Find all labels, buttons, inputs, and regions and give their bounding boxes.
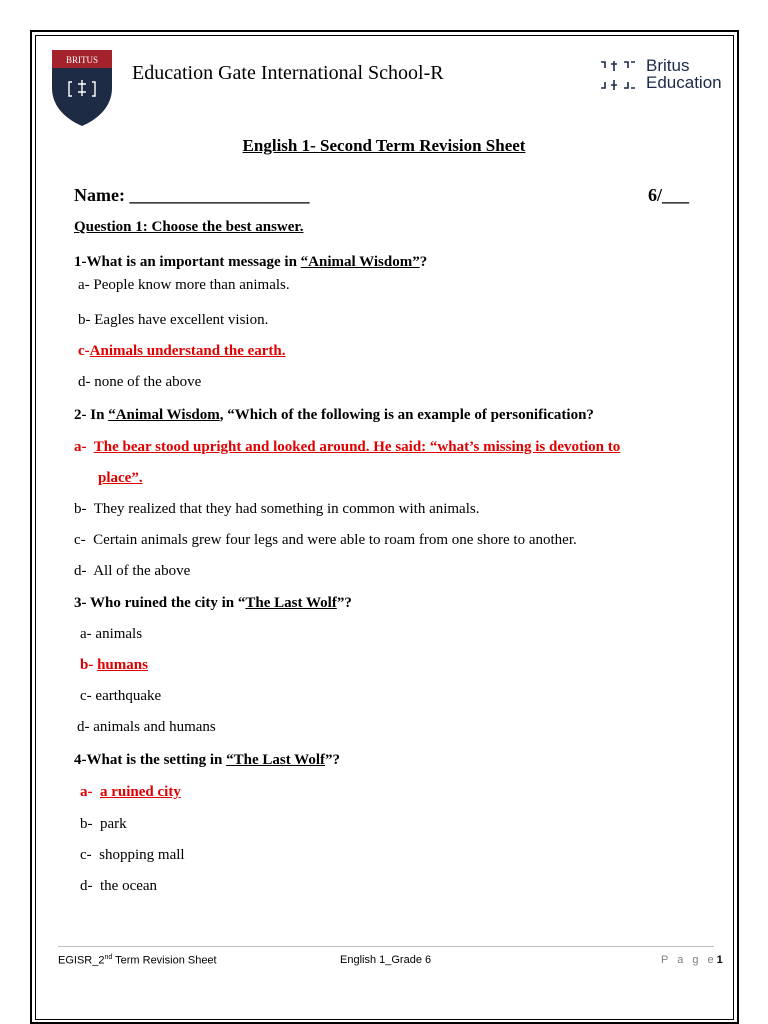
document-title: English 1- Second Term Revision Sheet [242, 136, 526, 155]
question-3: 3- Who ruined the city in “The Last Wolf”? [74, 595, 352, 611]
britus-shield-logo [50, 48, 114, 128]
q4-option-c: c- shopping mall [80, 847, 185, 863]
logo-text: BRITUS [65, 55, 99, 65]
section-heading: Question 1: Choose the best answer. [74, 219, 304, 235]
footer-center: English 1_Grade 6 [340, 954, 432, 966]
q2-option-b: b- They realized that they had something in common with animals. [74, 501, 480, 517]
q1-option-b: b- Eagles have excellent vision. [78, 312, 269, 328]
q2-option-a-correct: a- The bear stood upright and looked around. He said: “what’s missing is devotion to [74, 439, 621, 455]
q3-option-d: d- animals and humans [77, 719, 216, 735]
footer-left: EGISR_2nd Term Revision Sheet [58, 954, 217, 967]
name-field-label: Name: ____________________ [74, 185, 310, 205]
question-4: 4-What is the setting in “The Last Wolf”? [74, 752, 340, 768]
q3-option-b-correct: b- humans [80, 657, 148, 673]
britus-education-logo-text [646, 57, 722, 91]
britus-education-logo-mark [597, 58, 641, 92]
question-2: 2- In “Animal Wisdom, “Which of the following is an example of personification? [74, 407, 594, 423]
q2-option-d: d- All of the above [74, 563, 191, 579]
brand-line-2: Education [646, 73, 722, 92]
brand-line-1: Britus [646, 56, 690, 75]
q3-option-a: a- animals [80, 626, 143, 642]
page-border-inner [35, 35, 734, 1020]
q4-option-a-correct: a- a ruined city [80, 784, 181, 800]
q4-option-b: b- park [80, 816, 127, 832]
school-name: Education Gate International School-R [132, 62, 444, 84]
q1-option-a: a- People know more than animals. [78, 277, 290, 293]
footer-divider [58, 946, 714, 947]
q1-option-d: d- none of the above [78, 374, 202, 390]
q2-option-a-continued: place”. [98, 470, 143, 486]
footer-page-number: P a g e1 [661, 954, 723, 966]
q3-option-c: c- earthquake [80, 688, 162, 704]
question-1: 1-What is an important message in “Animal Wisdom”? [74, 254, 428, 270]
score-field: 6/___ [648, 185, 690, 205]
q1-option-c-correct: c-Animals understand the earth. [78, 343, 286, 359]
q2-option-c: c- Certain animals grew four legs and were able to roam from one shore to another. [74, 532, 577, 548]
q4-option-d: d- the ocean [80, 878, 158, 894]
